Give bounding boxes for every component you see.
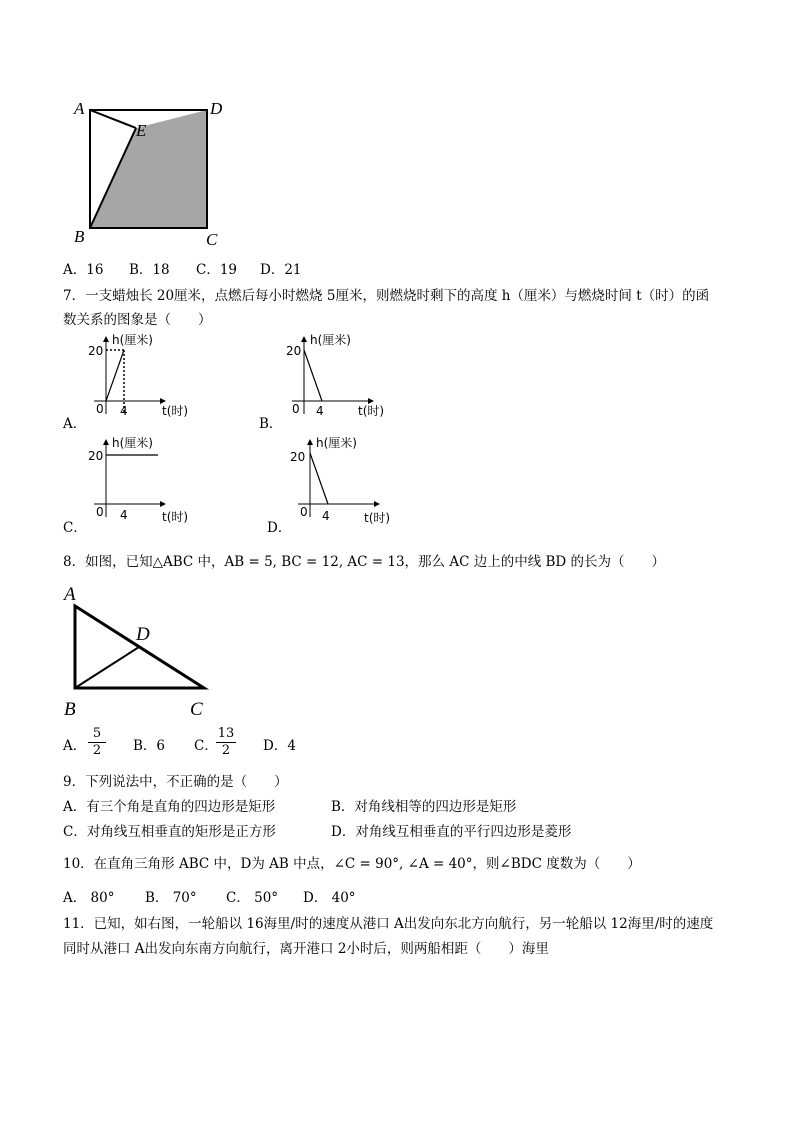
q6-segment-AE: [90, 110, 136, 128]
q6-option-d: D．21: [260, 262, 302, 278]
x-axis-label: t(时): [162, 404, 189, 418]
q7-option-c-label: C．: [63, 520, 87, 536]
q7-option-b-label: B．: [259, 416, 283, 432]
q10-option-c: C． 50°: [226, 890, 279, 906]
x-axis-label: t(时): [358, 404, 385, 418]
y-axis-label: h(厘米): [316, 436, 357, 450]
y-tick-20: 20: [290, 450, 306, 464]
q6-option-a: A．16: [63, 262, 104, 278]
x-axis-arrow: [374, 501, 380, 507]
origin-label: 0: [300, 505, 308, 519]
q7-stem-line2: 数关系的图象是（ ）: [63, 312, 212, 328]
q8-label-A: A: [64, 584, 76, 605]
q8-option-c-denominator: 2: [221, 743, 231, 758]
q6-label-B: B: [74, 227, 85, 246]
q10-option-a: A． 80°: [63, 890, 115, 906]
q8-option-a-numerator: 5: [88, 726, 106, 743]
q8-triangle-figure: [60, 582, 220, 722]
graph-line: [310, 453, 328, 504]
q11-stem-line2: 同时从港口 A出发向东南方向航行，离开港口 2小时后，则两船相距（ ）海里: [63, 941, 549, 957]
q8-option-c-numerator: 13: [217, 726, 235, 741]
q10-option-d: D． 40°: [303, 890, 356, 906]
q8-median-BD: [75, 647, 139, 688]
y-axis-label: h(厘米): [112, 333, 153, 347]
q8-option-a-denominator: 2: [92, 743, 102, 758]
q7-option-d-label: D．: [267, 520, 292, 536]
q9-stem: 9．下列说法中，不正确的是（ ）: [63, 774, 288, 790]
q8-option-c-fraction: [216, 726, 236, 759]
q7-option-a-label: A．: [63, 416, 87, 432]
q8-option-c-prefix: C．: [194, 738, 218, 754]
y-axis-arrow: [103, 439, 109, 445]
q6-label-E: E: [136, 121, 147, 140]
q6-label-C: C: [206, 230, 218, 249]
q8-stem: 8．如图，已知△ABC 中，AB = 5, BC = 12, AC = 13，那么 AC 边上的中线 BD 的长为（ ）: [63, 554, 666, 570]
graph-line: [304, 350, 322, 401]
x-tick-4: 4: [322, 509, 330, 523]
q7-graph-d: [288, 433, 408, 528]
y-axis-arrow: [103, 336, 109, 342]
q10-option-b: B． 70°: [145, 890, 197, 906]
q7-graph-b: [282, 330, 402, 425]
y-tick-20: 20: [88, 344, 104, 358]
origin-label: 0: [96, 505, 104, 519]
q8-option-a-prefix: A．: [63, 738, 87, 754]
q9-option-a: A．有三个角是直角的四边形是矩形: [63, 799, 276, 815]
x-tick-4: 4: [120, 508, 128, 522]
y-axis-label: h(厘米): [112, 436, 153, 450]
q6-shaded-region: [90, 110, 207, 228]
q8-label-C: C: [190, 699, 203, 720]
q9-option-c: C．对角线互相垂直的矩形是正方形: [63, 824, 276, 840]
x-tick-4: 4: [120, 404, 128, 418]
x-axis-label: t(时): [162, 510, 189, 524]
q10-stem: 10．在直角三角形 ABC 中，D为 AB 中点，∠C = 90°, ∠A = 40°，则∠BDC 度数为（ ）: [63, 856, 641, 872]
q6-option-c: C．19: [196, 262, 238, 278]
y-axis-label: h(厘米): [310, 333, 351, 347]
q6-square-figure: [70, 96, 230, 248]
x-axis-label: t(时): [364, 511, 391, 525]
graph-line: [106, 350, 124, 401]
q8-option-a-fraction: [88, 726, 106, 759]
q7-stem-line1: 7．一支蜡烛长 20厘米，点燃后每小时燃烧 5厘米，则燃烧时剩下的高度 h（厘米）与燃烧时间 t（时）的函: [63, 288, 710, 304]
x-tick-4: 4: [316, 404, 324, 418]
q7-graph-c: [84, 433, 204, 528]
q6-label-A: A: [74, 99, 85, 118]
q9-option-d: D．对角线互相垂直的平行四边形是菱形: [331, 824, 572, 840]
origin-label: 0: [292, 402, 300, 416]
q9-option-b: B．对角线相等的四边形是矩形: [331, 799, 517, 815]
x-axis-arrow: [160, 501, 166, 507]
q6-label-D: D: [210, 99, 223, 118]
origin-label: 0: [96, 402, 104, 416]
y-tick-20: 20: [286, 344, 302, 358]
q11-stem-line1: 11．已知，如右图，一轮船以 16海里/时的速度从港口 A出发向东北方向航行，另一轮船以 12海里/时的速度: [63, 916, 714, 932]
q7-graph-a: [84, 330, 204, 425]
y-axis-arrow: [301, 336, 307, 342]
q8-label-D: D: [136, 624, 150, 645]
q8-option-b: B．6: [133, 738, 166, 754]
q8-option-d: D．4: [263, 738, 296, 754]
y-tick-20: 20: [88, 449, 104, 463]
y-axis-arrow: [307, 439, 313, 445]
q8-label-B: B: [64, 699, 76, 720]
q6-option-b: B．18: [129, 262, 170, 278]
